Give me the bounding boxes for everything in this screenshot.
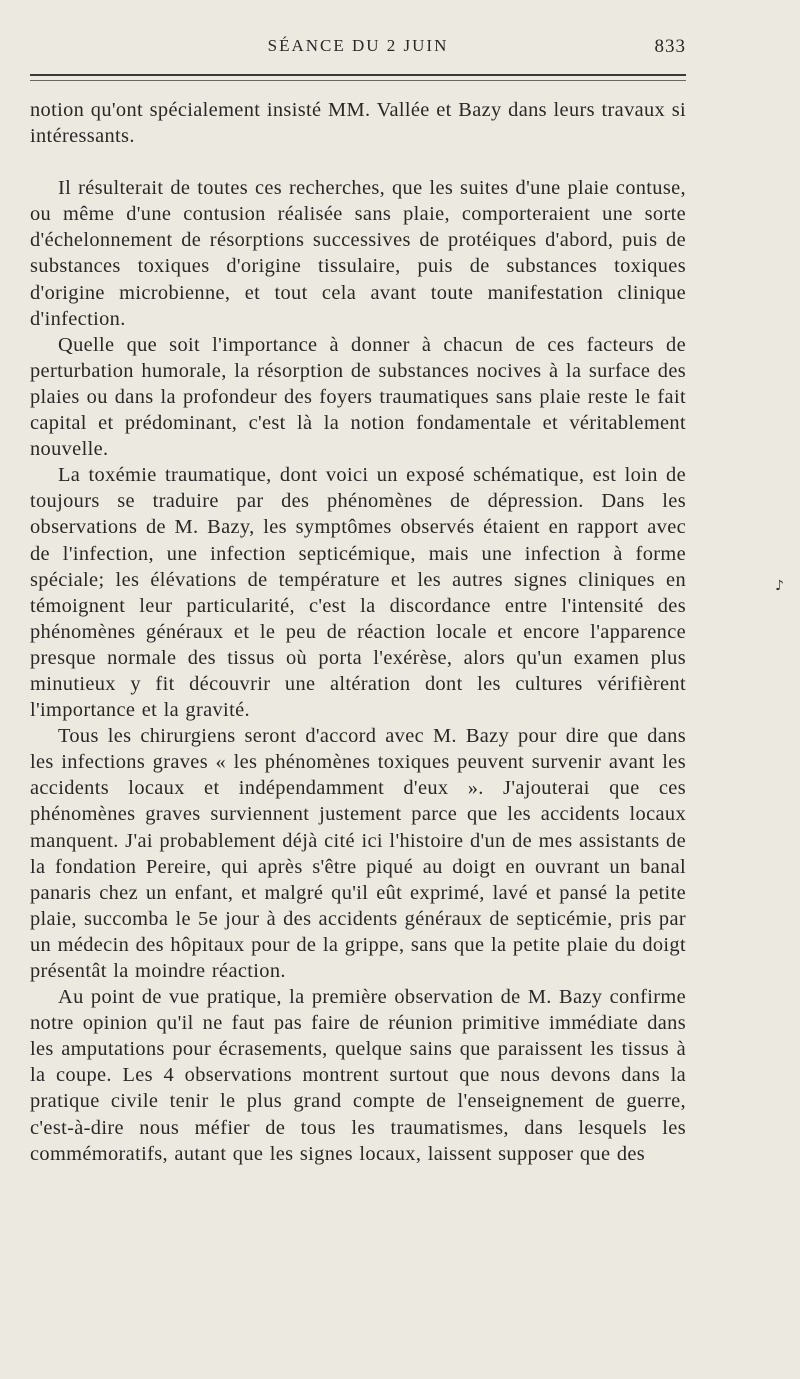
paragraph: Tous les chirurgiens seront d'accord avec M. Bazy pour dire que dans les infections graves « les phénomènes toxiques peuvent survenir avant les accidents locaux et indépendamment d'eux ». J'ajouterai que ces phénomènes graves surviennent justement parce que les accidents locaux manquent. J'ai probablement déjà cité ici l'histoire d'un de mes assistants de la fondation Pereire, qui après s'être piqué au doigt en ouvrant un banal panaris chez un enfant, et malgré qu'il eût exprimé, lavé et pansé la petite plaie, succomba le 5e jour à des accidents généraux de septicémie, pris par un médecin des hôpitaux pour de la grippe, sans que la petite plaie du doigt présentât la moindre réaction.	[30, 725, 686, 982]
paragraph: Quelle que soit l'importance à donner à chacun de ces facteurs de perturbation humorale, la résorption de substances nocives à la surface des plaies ou dans la profondeur des foyers traumatiques sans plaie reste le fait capital et prédominant, c'est là la notion fondamentale et véritablement nouvelle.	[30, 333, 686, 461]
paragraph-continuation: notion qu'ont spécialement insisté MM. Vallée et Bazy dans leurs travaux si intéressants.	[30, 99, 686, 148]
paragraph: Au point de vue pratique, la première observation de M. Bazy confirme notre opinion qu'il ne faut pas faire de réunion primitive immédiate dans les amputations pour écrasements, quelque sains que paraissent les tissus à la coupe. Les 4 observations montrent surtout que nous devons dans la pratique civile tenir le plus grand compte de l'enseignement de guerre, c'est-à-dire nous méfier de tous les traumatismes, dans lesquels les commémoratifs, autant que les signes locaux, laissent supposer que des	[30, 986, 686, 1165]
running-title: SÉANCE DU 2 JUIN	[267, 36, 449, 55]
paragraph: La toxémie traumatique, dont voici un exposé schématique, est loin de toujours se traduire par des phénomènes de dépression. Dans les observations de M. Bazy, les symptômes observés étaient en rapport avec de l'infection, une infection septicémique, mais une infection à forme spéciale; les élévations de température et les autres signes cliniques en témoignent leur particularité, c'est la discordance entre l'intensité des phénomènes généraux et le peu de réaction locale et encore l'apparence presque normale des tissus où porta l'exérèse, alors qu'un examen plus minutieux y fit découvrir une altération dont les cultures vérifièrent l'importance et la gravité.	[30, 464, 686, 722]
paragraph: Il résulterait de toutes ces recherches, que les suites d'une plaie contuse, ou même d'une contusion réalisée sans plaie, comporteraient une sorte d'échelonnement de résorptions successives de protéiques d'abord, puis de substances toxiques d'origine tissulaire, puis de substances toxiques d'origine microbienne, et tout cela avant toute manifestation clinique d'infection.	[30, 177, 686, 330]
page-number: 833	[654, 36, 686, 57]
margin-mark: ♪	[775, 578, 784, 594]
header-rule-thin	[30, 80, 686, 81]
header-rule	[30, 74, 686, 76]
body-text	[30, 97, 686, 1167]
running-head	[30, 36, 686, 62]
